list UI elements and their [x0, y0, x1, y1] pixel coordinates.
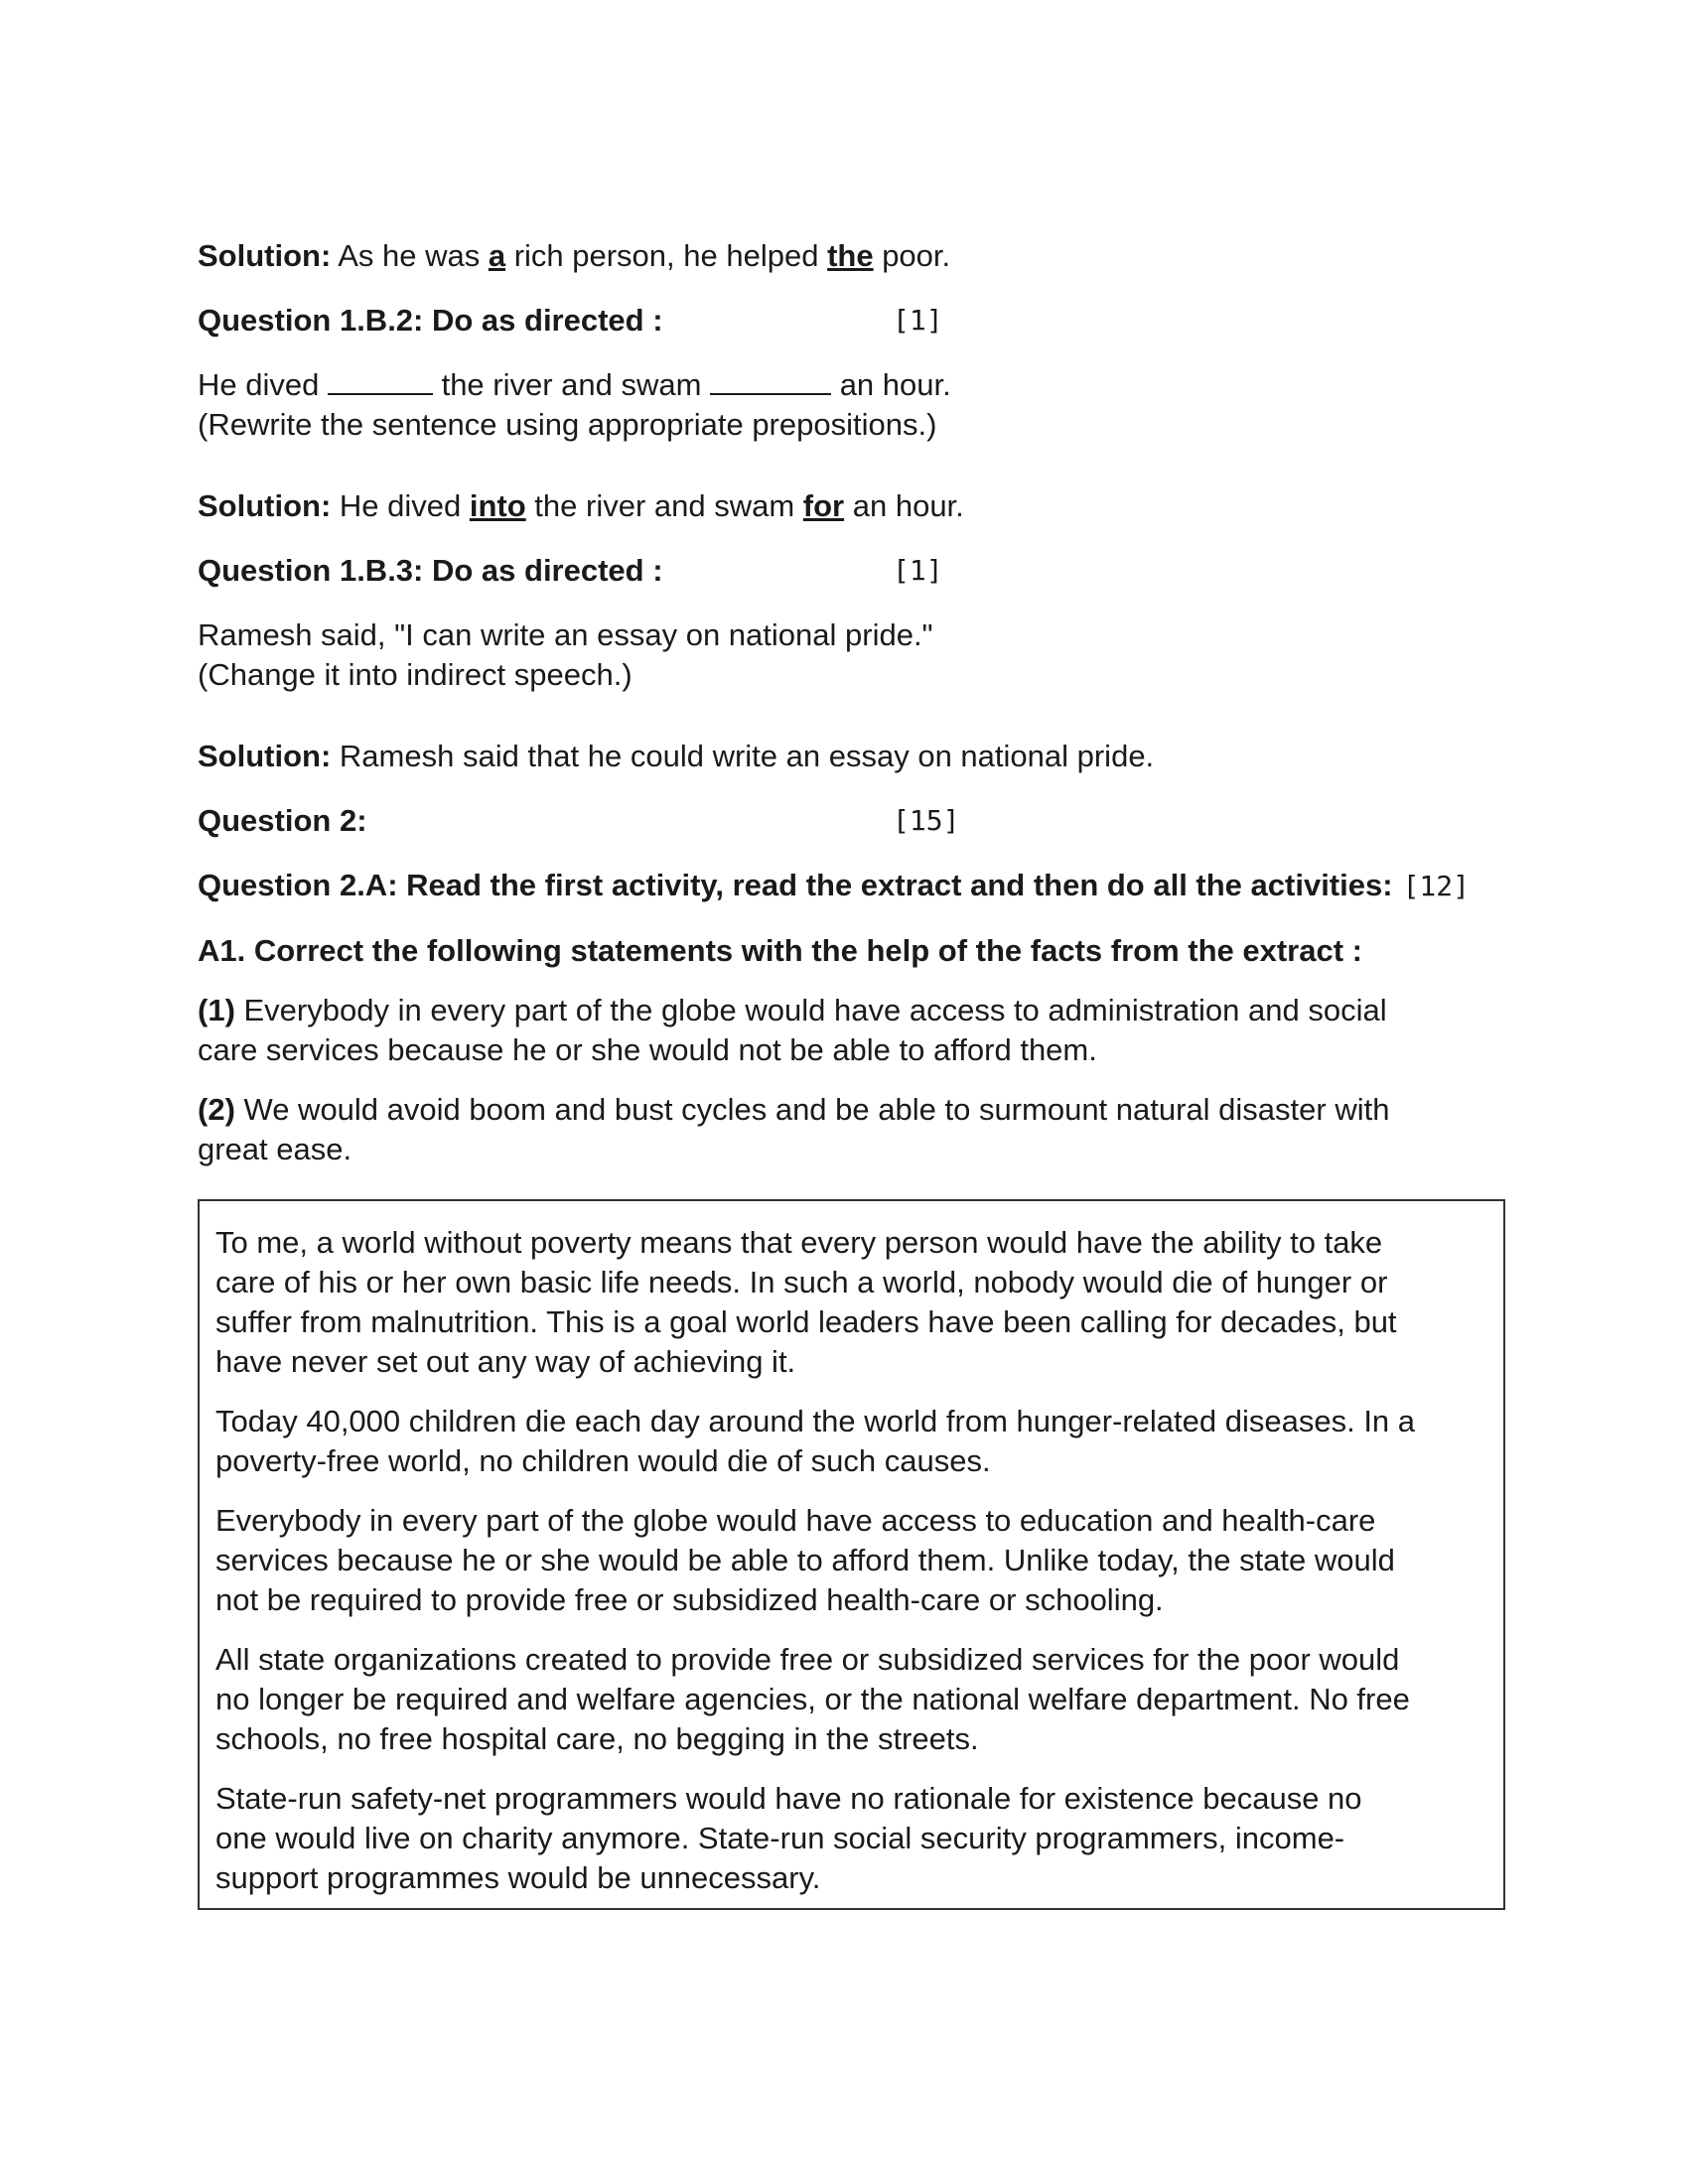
- extract-line: Today 40,000 children die each day around the world from hunger-related diseases. In a: [215, 1404, 1416, 1438]
- question-marks: [12]: [1402, 870, 1470, 902]
- extract-box: [198, 1199, 1505, 1910]
- question-1b2-instruction: (Rewrite the sentence using appropriate prepositions.): [198, 407, 937, 442]
- activity-a1-title: A1. Correct the following statements with the help of the facts from the extract :: [198, 933, 1362, 968]
- question-marks: [15]: [893, 804, 960, 837]
- question-1b2-sentence: [198, 365, 1518, 405]
- sentence-part: an hour.: [831, 367, 951, 402]
- question-1b3-instruction: (Change it into indirect speech.): [198, 657, 633, 692]
- extract-line: services because he or she would be able to afford them. Unlike today, the state would: [215, 1543, 1395, 1577]
- extract-line: All state organizations created to provide free or subsidized services for the poor would: [215, 1642, 1400, 1677]
- solution-text: rich person, he helped: [505, 238, 828, 273]
- item-number: (2): [198, 1092, 235, 1127]
- a1-statement-1: [198, 991, 1518, 1030]
- extract-line: have never set out any way of achieving it.: [215, 1344, 796, 1379]
- question-1b3-heading: [198, 551, 1518, 591]
- extract-line: State-run safety-net programmers would have no rationale for existence because no: [215, 1781, 1362, 1816]
- extract-line: poverty-free world, no children would die of such causes.: [215, 1443, 991, 1478]
- solution-text: He dived: [331, 488, 470, 523]
- statement-text: Everybody in every part of the globe would have access to administration and social: [234, 993, 1387, 1027]
- extract-paragraph-5: [215, 1779, 1487, 1898]
- solution-1b3: [198, 737, 1518, 776]
- a1-statement-1-cont: care services because he or she would not be able to afford them.: [198, 1032, 1097, 1067]
- solution-1b2: [198, 486, 1518, 526]
- answer-article-the: the: [827, 238, 874, 273]
- extract-line: suffer from malnutrition. This is a goal world leaders have been calling for decades, but: [215, 1304, 1397, 1339]
- extract-paragraph-4: [215, 1640, 1487, 1759]
- solution-label: Solution:: [198, 488, 332, 523]
- question-title: Question 1.B.3: Do as directed :: [198, 553, 663, 588]
- solution-text: Ramesh said that he could write an essay on national pride.: [331, 739, 1155, 773]
- question-2-heading: [198, 801, 1518, 841]
- solution-text: As he was: [331, 238, 489, 273]
- extract-line: Everybody in every part of the globe would have access to education and health-care: [215, 1503, 1376, 1538]
- extract-line: one would live on charity anymore. State-run social security programmers, income-: [215, 1821, 1345, 1855]
- question-title: Question 1.B.2: Do as directed :: [198, 303, 663, 338]
- sentence-part: He dived: [198, 367, 328, 402]
- a1-statement-2: [198, 1090, 1518, 1130]
- item-number: (1): [198, 993, 235, 1027]
- solution-1b1: [198, 236, 1518, 276]
- question-2a-heading: [198, 866, 1518, 906]
- sentence-part: the river and swam: [432, 367, 711, 402]
- answer-blank: [710, 367, 831, 395]
- solution-text: the river and swam: [525, 488, 803, 523]
- question-marks: [1]: [893, 304, 943, 337]
- answer-blank: [328, 367, 433, 395]
- extract-line: schools, no free hospital care, no begging in the streets.: [215, 1721, 979, 1756]
- question-title: Question 2.A: Read the first activity, read the extract and then do all the activities:: [198, 868, 1393, 902]
- answer-for: for: [802, 488, 845, 523]
- solution-text: an hour.: [844, 488, 964, 523]
- answer-article-a: a: [488, 238, 506, 273]
- solution-label: Solution:: [198, 739, 332, 773]
- question-1b2-heading: [198, 301, 1518, 341]
- solution-text: poor.: [873, 238, 951, 273]
- extract-paragraph-3: [215, 1501, 1487, 1620]
- statement-text: We would avoid boom and bust cycles and be able to surmount natural disaster with: [234, 1092, 1390, 1127]
- extract-line: To me, a world without poverty means that every person would have the ability to take: [215, 1225, 1383, 1260]
- extract-line: care of his or her own basic life needs. In such a world, nobody would die of hunger or: [215, 1265, 1388, 1299]
- document-page: [198, 236, 1518, 1169]
- answer-into: into: [469, 488, 526, 523]
- question-marks: [1]: [893, 554, 943, 587]
- question-title: Question 2:: [198, 803, 367, 838]
- a1-statement-2-cont: great ease.: [198, 1132, 352, 1166]
- solution-label: Solution:: [198, 238, 332, 273]
- extract-line: support programmes would be unnecessary.: [215, 1860, 821, 1895]
- extract-line: no longer be required and welfare agencies, or the national welfare department. No free: [215, 1682, 1410, 1716]
- extract-paragraph-1: [215, 1223, 1487, 1382]
- question-1b3-sentence: Ramesh said, "I can write an essay on national pride.": [198, 617, 933, 652]
- extract-paragraph-2: [215, 1402, 1487, 1481]
- extract-line: not be required to provide free or subsidized health-care or schooling.: [215, 1582, 1164, 1617]
